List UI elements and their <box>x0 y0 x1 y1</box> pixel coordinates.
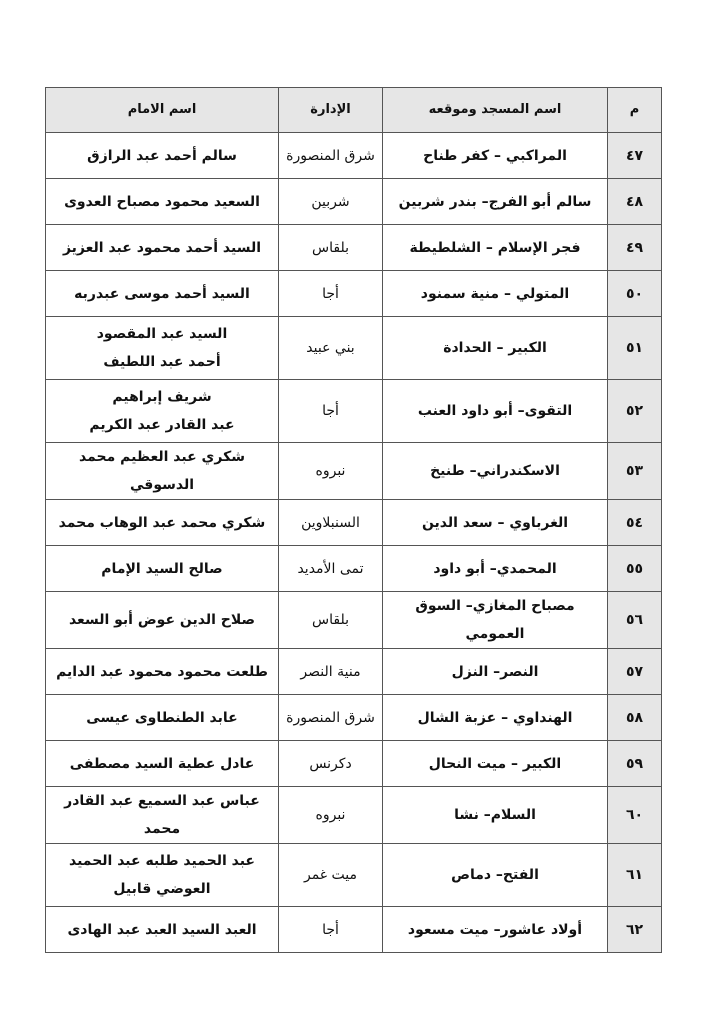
mosque-name: المتولي – منية سمنود <box>383 271 608 317</box>
mosque-name: الكبير – الحدادة <box>383 317 608 380</box>
mosque-name: فجر الإسلام – الشلطيطة <box>383 225 608 271</box>
row-number: ٥٨ <box>608 695 662 741</box>
administration-name: منية النصر <box>279 649 383 695</box>
imam-name <box>46 695 279 741</box>
header-mosque: اسم المسجد وموقعه <box>383 88 608 133</box>
imam-name <box>46 133 279 179</box>
imam-name <box>46 271 279 317</box>
header-imam: اسم الامام <box>46 88 279 133</box>
table-row <box>46 133 662 179</box>
imam-name-line: صالح السيد الإمام <box>101 560 223 577</box>
administration-name: بني عبيد <box>279 317 383 380</box>
table-row <box>46 271 662 317</box>
imam-name <box>46 225 279 271</box>
row-number: ٥٩ <box>608 741 662 787</box>
mosque-name: الفتح– دماص <box>383 844 608 907</box>
table-row <box>46 695 662 741</box>
row-number: ٥٣ <box>608 443 662 500</box>
administration-name: شرق المنصورة <box>279 695 383 741</box>
table-body <box>46 133 662 953</box>
imam-name <box>46 179 279 225</box>
row-number: ٤٨ <box>608 179 662 225</box>
imam-name-line: عباس عبد السميع عبد القادر محمد <box>64 793 260 837</box>
imam-name-line: عبد القادر عبد الكريم <box>89 417 235 433</box>
administration-name: أجا <box>279 380 383 443</box>
imams-table <box>45 87 662 953</box>
table-row <box>46 649 662 695</box>
row-number: ٥٦ <box>608 592 662 649</box>
header-admin: الإدارة <box>279 88 383 133</box>
imam-name-line: السعيد محمود مصباح العدوى <box>64 193 260 210</box>
mosque-name: السلام– نشا <box>383 787 608 844</box>
administration-name: ميت غمر <box>279 844 383 907</box>
row-number: ٤٩ <box>608 225 662 271</box>
row-number: ٥٧ <box>608 649 662 695</box>
table-row <box>46 443 662 500</box>
mosque-name: الكبير – ميت النحال <box>383 741 608 787</box>
row-number: ٥٢ <box>608 380 662 443</box>
administration-name: أجا <box>279 271 383 317</box>
header-num: م <box>608 88 662 133</box>
imam-name <box>46 649 279 695</box>
imam-name <box>46 500 279 546</box>
imam-name-line: السيد عبد المقصود <box>96 326 228 342</box>
imam-name-line: العبد السيد العبد عبد الهادى <box>67 921 257 938</box>
row-number: ٦١ <box>608 844 662 907</box>
administration-name: أجا <box>279 907 383 953</box>
imam-name-line: شريف إبراهيم <box>112 389 212 405</box>
table-row <box>46 592 662 649</box>
imam-name-line: صلاح الدين عوض أبو السعد <box>68 612 256 628</box>
administration-name: شرق المنصورة <box>279 133 383 179</box>
administration-name: السنبلاوين <box>279 500 383 546</box>
imam-name-line: العوضي قابيل <box>113 881 211 897</box>
imam-name-line: عبد الحميد طلبه عبد الحميد <box>69 853 255 869</box>
imam-name-line: طلعت محمود محمود عبد الدايم <box>56 663 268 680</box>
mosque-name: الهنداوي – عزبة الشال <box>383 695 608 741</box>
mosque-name: أولاد عاشور– ميت مسعود <box>383 907 608 953</box>
imam-name-line: شكري عبد العظيم محمد الدسوقي <box>79 449 245 493</box>
table-row <box>46 741 662 787</box>
mosque-name: الغرباوي – سعد الدين <box>383 500 608 546</box>
table-header-row <box>46 88 662 133</box>
imam-name <box>46 317 279 380</box>
imam-name-line: عابد الطنطاوى عيسى <box>86 709 238 726</box>
table-row <box>46 844 662 907</box>
administration-name: نبروه <box>279 443 383 500</box>
imam-name-line: السيد أحمد محمود عبد العزيز <box>62 239 262 256</box>
row-number: ٥١ <box>608 317 662 380</box>
mosque-name: مصباح المغازي– السوق العمومي <box>383 592 608 649</box>
row-number: ٦٠ <box>608 787 662 844</box>
administration-name: بلقاس <box>279 225 383 271</box>
row-number: ٥٥ <box>608 546 662 592</box>
imam-name <box>46 844 279 907</box>
administration-name: بلقاس <box>279 592 383 649</box>
imam-name-line: شكري محمد عبد الوهاب محمد <box>58 514 266 531</box>
table-row <box>46 907 662 953</box>
administration-name: نبروه <box>279 787 383 844</box>
table-row <box>46 787 662 844</box>
imam-name <box>46 907 279 953</box>
mosque-name: التقوى– أبو داود العنب <box>383 380 608 443</box>
table-row <box>46 500 662 546</box>
administration-name: تمى الأمديد <box>279 546 383 592</box>
imam-name <box>46 741 279 787</box>
imam-name <box>46 443 279 500</box>
row-number: ٥٠ <box>608 271 662 317</box>
imam-name-line: سالم أحمد عبد الرازق <box>87 147 237 164</box>
table-row <box>46 179 662 225</box>
administration-name: شربين <box>279 179 383 225</box>
mosque-name: المراكبي – كفر طناح <box>383 133 608 179</box>
mosque-name: الاسكندراني– طنيخ <box>383 443 608 500</box>
row-number: ٦٢ <box>608 907 662 953</box>
imam-name <box>46 380 279 443</box>
row-number: ٤٧ <box>608 133 662 179</box>
imam-name-line: أحمد عبد اللطيف <box>103 354 221 370</box>
imam-name-line: السيد أحمد موسى عبدربه <box>74 285 250 302</box>
imam-name <box>46 546 279 592</box>
imam-name-line: عادل عطية السيد مصطفى <box>69 755 255 772</box>
table-row <box>46 546 662 592</box>
imams-table-container <box>45 87 661 953</box>
mosque-name: سالم أبو الفرج– بندر شربين <box>383 179 608 225</box>
table-row <box>46 380 662 443</box>
table-row <box>46 317 662 380</box>
administration-name: دكرنس <box>279 741 383 787</box>
imam-name <box>46 787 279 844</box>
mosque-name: المحمدي– أبو داود <box>383 546 608 592</box>
mosque-name: النصر– النزل <box>383 649 608 695</box>
row-number: ٥٤ <box>608 500 662 546</box>
imam-name <box>46 592 279 649</box>
table-row <box>46 225 662 271</box>
